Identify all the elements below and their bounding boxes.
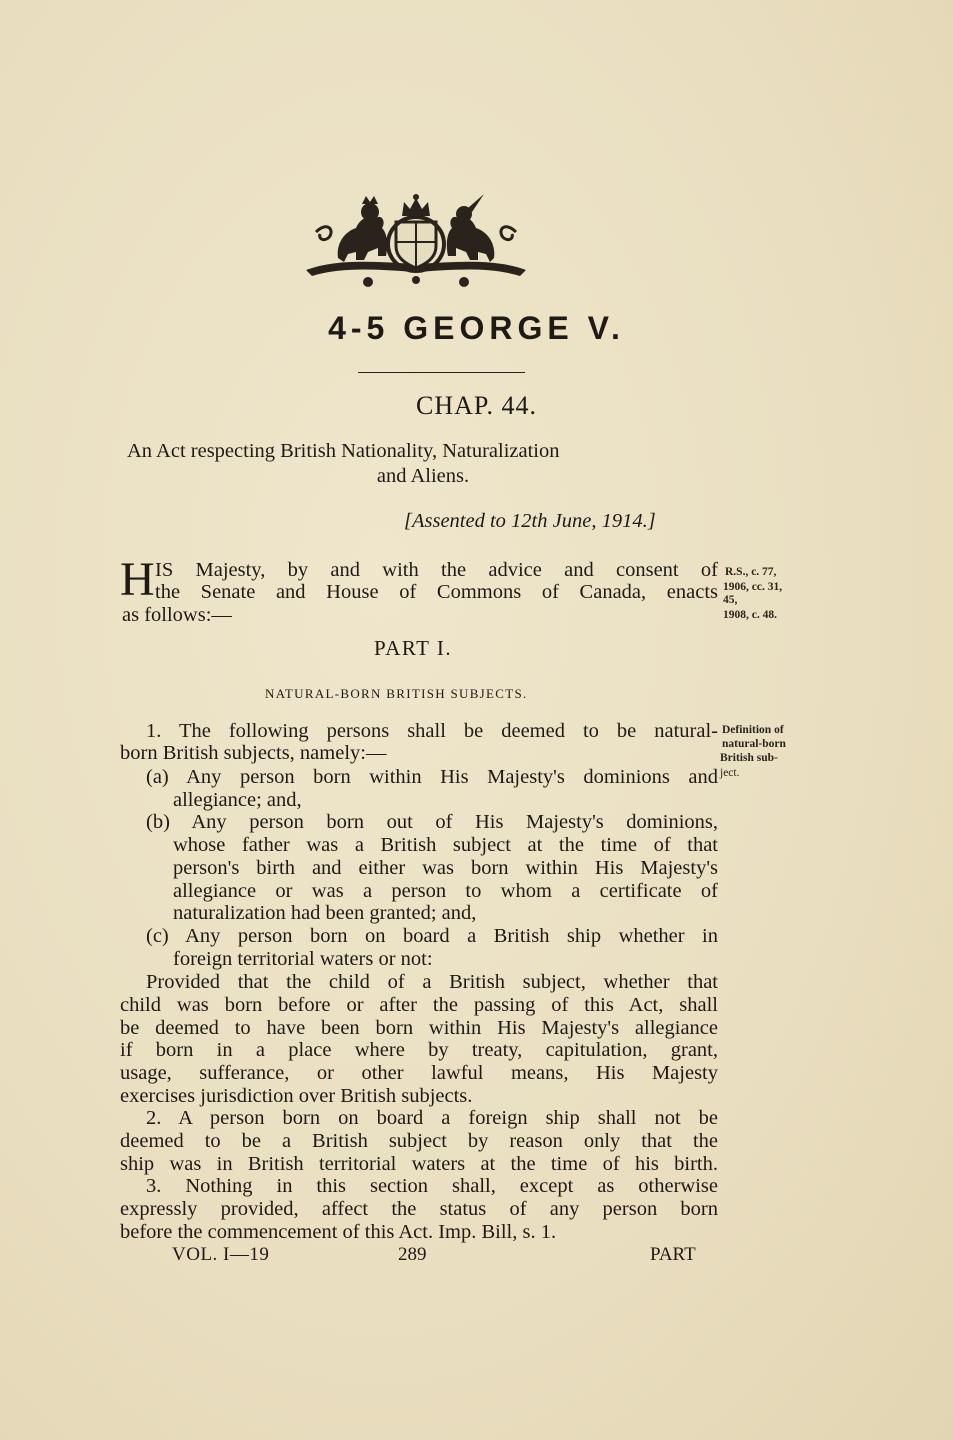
margin-note-definition-3: British sub- — [720, 752, 778, 764]
clause-a-line-2: allegiance; and, — [173, 789, 302, 811]
clause-c-line-1: (c) Any person born on board a British ship whether in — [146, 925, 718, 947]
subsection-2-line-1: 2. A person born on board a foreign ship shall not be — [146, 1107, 718, 1129]
subsection-2-line-2: deemed to be a British subject by reason only that the — [120, 1130, 718, 1152]
preamble-drop-cap: H — [120, 553, 155, 606]
catchword: PART — [650, 1244, 696, 1265]
proviso-line-2: child was born before or after the passing of this Act, shall — [120, 994, 718, 1016]
proviso-line-3: be deemed to have been born within His Majesty's allegiance — [120, 1017, 718, 1039]
clause-b-line-5: naturalization had been granted; and, — [173, 902, 477, 924]
proviso-line-1: Provided that the child of a British subject, whether that — [146, 971, 718, 993]
margin-note-definition-4: ject. — [720, 767, 740, 779]
subsection-3-line-3: before the commencement of this Act. Imp. Bill, s. 1. — [120, 1221, 557, 1243]
margin-note-statutes-3: 45, — [723, 594, 738, 606]
regnal-title: 4-5 GEORGE V. — [328, 310, 625, 346]
margin-note-statutes-4: 1908, c. 48. — [723, 609, 777, 621]
margin-note-definition-1: Definition of — [722, 724, 784, 736]
clause-b-line-4: allegiance or was a person to whom a certificate of — [173, 880, 718, 902]
footer-volume-signature: VOL. I—19 — [172, 1244, 270, 1265]
clause-a-line-1: (a) Any person born within His Majesty's dominions and — [146, 766, 718, 788]
act-title-line-2: and Aliens. — [376, 465, 470, 487]
part-subheading: NATURAL-BORN BRITISH SUBJECTS. — [265, 686, 528, 701]
title-rule — [358, 372, 525, 373]
margin-note-definition-2: natural-born — [722, 738, 786, 750]
assent-date: [Assented to 12th June, 1914.] — [404, 510, 656, 532]
margin-note-statutes-2: 1906, cc. 31, — [723, 581, 783, 593]
proviso-line-6: exercises jurisdiction over British subjects. — [120, 1085, 473, 1107]
page-number: 289 — [398, 1244, 427, 1265]
preamble-line-2: the Senate and House of Commons of Canada, enacts — [155, 581, 718, 603]
subsection-3-line-1: 3. Nothing in this section shall, except as otherwise — [146, 1175, 718, 1197]
clause-b-line-2: whose father was a British subject at the time of that — [173, 834, 718, 856]
proviso-line-4: if born in a place where by treaty, capitulation, grant, — [120, 1039, 718, 1061]
royal-coat-of-arms-icon — [298, 192, 534, 290]
part-heading: PART I. — [374, 636, 453, 660]
chapter-heading: CHAP. 44. — [416, 391, 537, 420]
proviso-line-5: usage, sufferance, or other lawful means, His Majesty — [120, 1062, 718, 1084]
section-1-line-2: born British subjects, namely:— — [120, 742, 387, 764]
clause-b-line-1: (b) Any person born out of His Majesty's dominions, — [146, 811, 718, 833]
subsection-2-line-3: ship was in British territorial waters at the time of his birth. — [120, 1153, 718, 1175]
section-1-line-1: 1. The following persons shall be deemed to be natural- — [146, 720, 718, 742]
act-title-line-1: An Act respecting British Nationality, Naturalization — [127, 440, 560, 462]
preamble-line-1: IS Majesty, by and with the advice and consent of — [155, 559, 718, 581]
margin-note-statutes-1: R.S., c. 77, — [725, 566, 777, 578]
subsection-3-line-2: expressly provided, affect the status of any person born — [120, 1198, 718, 1220]
clause-c-line-2: foreign territorial waters or not: — [173, 948, 433, 970]
clause-b-line-3: person's birth and either was born within His Majesty's — [173, 857, 718, 879]
preamble-line-3: as follows:— — [122, 604, 232, 626]
